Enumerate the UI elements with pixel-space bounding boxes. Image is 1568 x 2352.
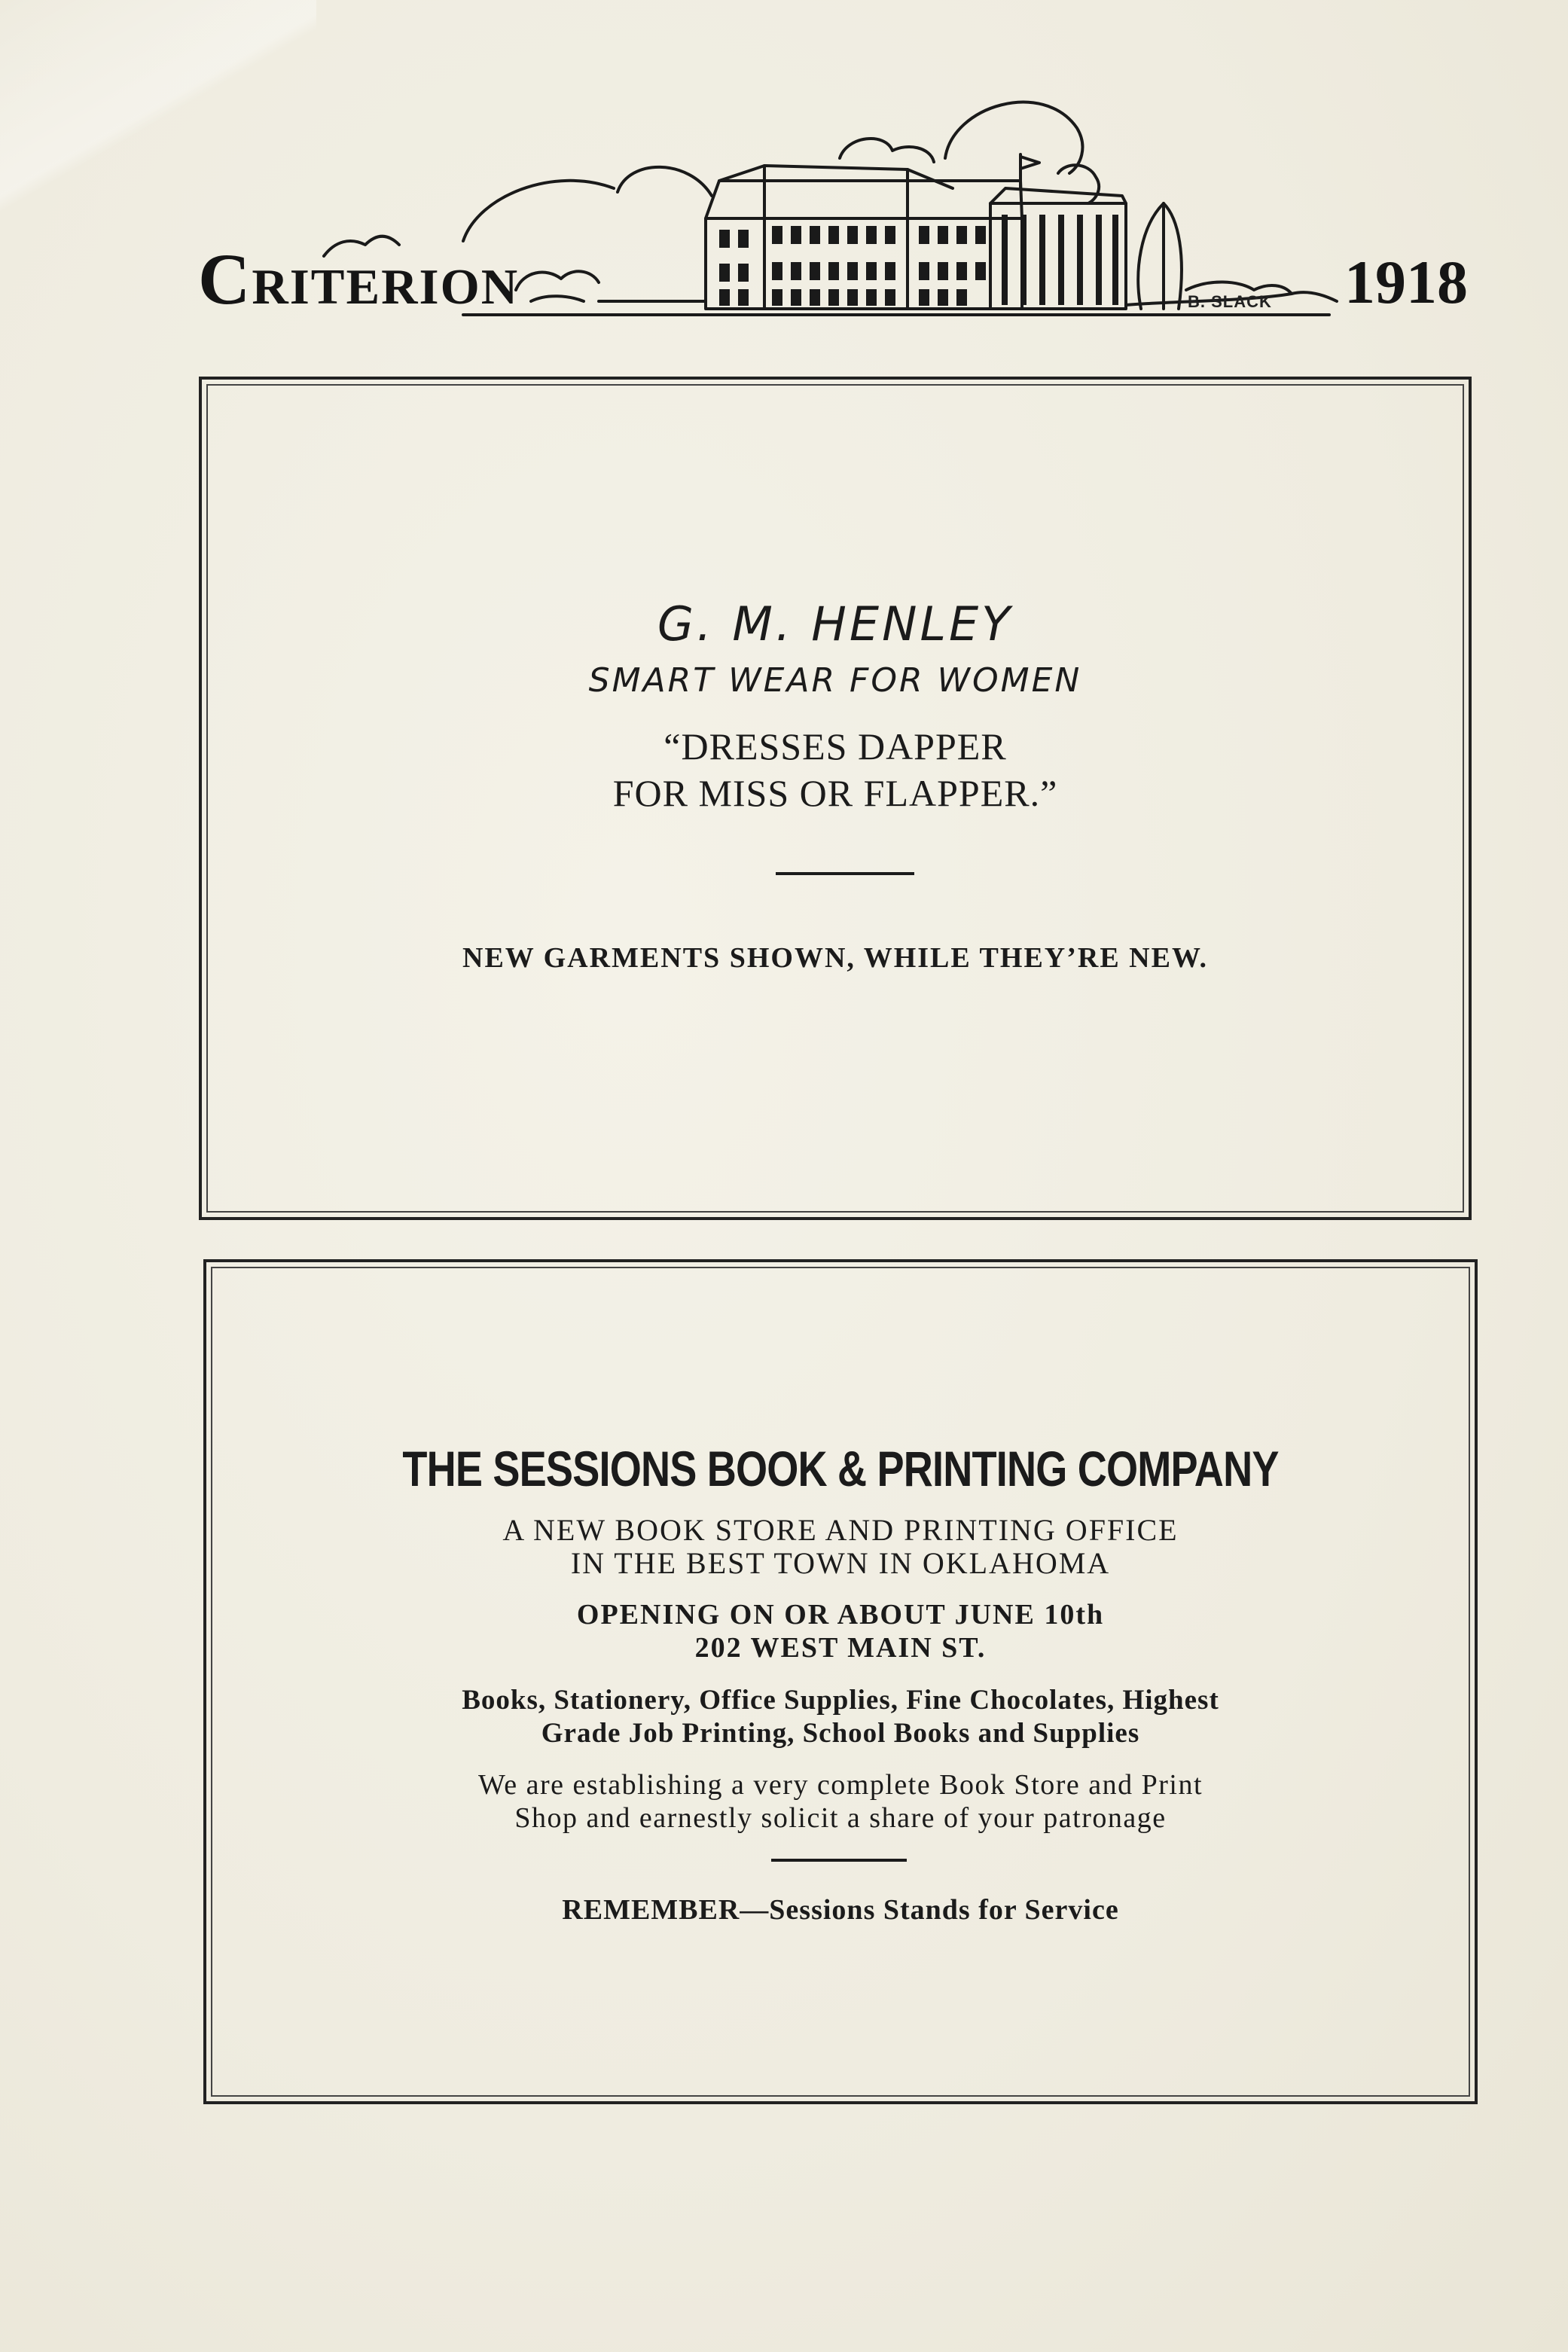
henley-business-name: G. M. HENLEY [657, 596, 1014, 651]
sessions-goods-line-1: Books, Stationery, Office Supplies, Fine Chocolates, Highest [462, 1685, 1219, 1716]
henley-advertisement [199, 377, 1472, 1220]
sessions-address: 202 WEST MAIN ST. [694, 1632, 987, 1664]
sessions-opening-date: OPENING ON OR ABOUT JUNE 10th [576, 1599, 1105, 1631]
publication-title: Criterion [198, 239, 520, 319]
sessions-business-name: THE SESSIONS BOOK & PRINTING COMPANY [402, 1441, 1279, 1496]
sessions-pitch [206, 1768, 1475, 1835]
sessions-description-line-2: IN THE BEST TOWN IN OKLAHOMA [570, 1546, 1111, 1580]
divider-rule [776, 872, 914, 875]
henley-slogan-line-2: FOR MISS OR FLAPPER.” [612, 772, 1058, 814]
sessions-opening-info [206, 1598, 1475, 1664]
henley-note: NEW GARMENTS SHOWN, WHILE THEY’RE NEW. [462, 942, 1208, 974]
sessions-pitch-line-2: Shop and earnestly solicit a share of your patronage [514, 1802, 1167, 1834]
divider-rule [771, 1859, 907, 1862]
publication-year: 1918 [1344, 248, 1468, 316]
sessions-pitch-line-1: We are establishing a very complete Book Store and Print [477, 1769, 1203, 1801]
sessions-goods-line-2: Grade Job Printing, School Books and Supplies [541, 1718, 1140, 1749]
sessions-description [206, 1514, 1475, 1580]
sessions-remember-line: REMEMBER—Sessions Stands for Service [562, 1894, 1119, 1926]
sessions-goods-list [206, 1684, 1475, 1750]
page-header [192, 75, 1468, 331]
sessions-advertisement [203, 1259, 1478, 2104]
ad-inner-border [211, 1267, 1470, 2097]
henley-slogan-line-1: “DRESSES DAPPER [664, 725, 1007, 767]
henley-slogan [202, 723, 1469, 816]
sessions-description-line-1: A NEW BOOK STORE AND PRINTING OFFICE [502, 1513, 1179, 1547]
henley-tagline: SMART WEAR FOR WOMEN [588, 661, 1082, 700]
artist-signature: B. SLACK [1188, 292, 1272, 311]
